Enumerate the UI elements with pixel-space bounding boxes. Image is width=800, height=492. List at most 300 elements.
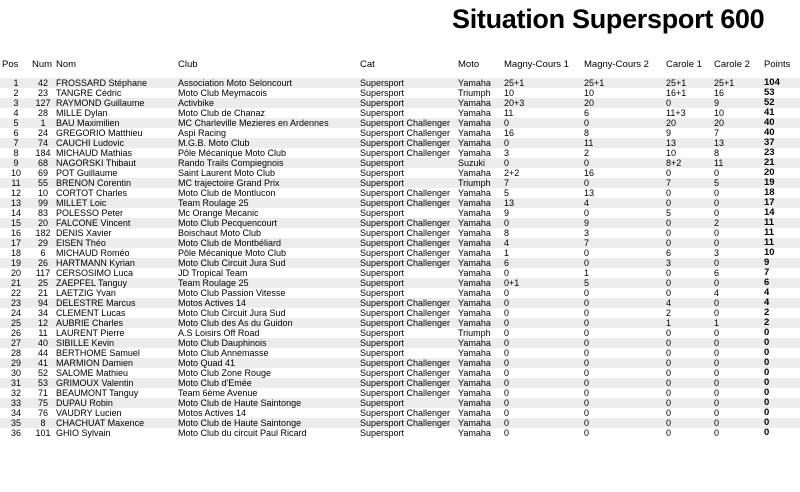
cell-c1: 10 xyxy=(664,148,712,158)
cell-mc2: 1 xyxy=(582,268,664,278)
cell-num: 1 xyxy=(30,118,54,128)
cell-moto: Yamaha xyxy=(456,348,502,358)
cell-pos: 19 xyxy=(0,258,30,268)
cell-c2: 0 xyxy=(712,228,762,238)
cell-mc2: 0 xyxy=(582,388,664,398)
cell-nom: SIBILLE Kevin xyxy=(54,338,176,348)
cell-c2: 0 xyxy=(712,188,762,198)
cell-pos: 8 xyxy=(0,148,30,158)
cell-c2: 0 xyxy=(712,308,762,318)
cell-moto: Yamaha xyxy=(456,198,502,208)
cell-mc2: 10 xyxy=(582,88,664,98)
cell-mc2: 13 xyxy=(582,188,664,198)
cell-nom: BAU Maximilien xyxy=(54,118,176,128)
cell-nom: POLESSO Peter xyxy=(54,208,176,218)
cell-c2: 2 xyxy=(712,218,762,228)
cell-mc1: 8 xyxy=(502,228,582,238)
cell-club: Moto Club Dauphinois xyxy=(176,338,358,348)
cell-nom: CLEMENT Lucas xyxy=(54,308,176,318)
cell-cat: Supersport xyxy=(358,278,456,288)
cell-c1: 20 xyxy=(664,118,712,128)
cell-c1: 0 xyxy=(664,328,712,338)
cell-c2: 0 xyxy=(712,198,762,208)
cell-mc2: 0 xyxy=(582,398,664,408)
cell-nom: MICHAUD Roméo xyxy=(54,248,176,258)
cell-c2: 16 xyxy=(712,88,762,98)
cell-num: 68 xyxy=(30,158,54,168)
cell-cat: Supersport Challenger xyxy=(358,418,456,428)
cell-cat: Supersport xyxy=(358,208,456,218)
cell-points: 23 xyxy=(762,148,800,158)
cell-points: 18 xyxy=(762,188,800,198)
cell-c2: 0 xyxy=(712,408,762,418)
table-row xyxy=(0,338,800,348)
cell-club: A.S Loisirs Off Road xyxy=(176,328,358,338)
cell-num: 52 xyxy=(30,368,54,378)
cell-cat: Supersport xyxy=(358,428,456,438)
cell-club: Moto Club du circuit Paul Ricard xyxy=(176,428,358,438)
cell-cat: Supersport Challenger xyxy=(358,218,456,228)
table-row xyxy=(0,168,800,178)
cell-c1: 0 xyxy=(664,278,712,288)
cell-c2: 0 xyxy=(712,298,762,308)
cell-c1: 2 xyxy=(664,308,712,318)
cell-nom: ZAEPFEL Tanguy xyxy=(54,278,176,288)
cell-pos: 30 xyxy=(0,368,30,378)
cell-points: 4 xyxy=(762,288,800,298)
cell-cat: Supersport Challenger xyxy=(358,128,456,138)
cell-cat: Supersport Challenger xyxy=(358,198,456,208)
cell-club: M.G.B. Moto Club xyxy=(176,138,358,148)
cell-pos: 7 xyxy=(0,138,30,148)
cell-points: 41 xyxy=(762,108,800,118)
cell-points: 0 xyxy=(762,428,800,438)
cell-c1: 0 xyxy=(664,228,712,238)
cell-moto: Yamaha xyxy=(456,358,502,368)
cell-mc2: 6 xyxy=(582,108,664,118)
cell-points: 14 xyxy=(762,208,800,218)
cell-club: Moto Club Annemasse xyxy=(176,348,358,358)
cell-points: 0 xyxy=(762,358,800,368)
cell-num: 53 xyxy=(30,378,54,388)
cell-points: 11 xyxy=(762,218,800,228)
cell-club: MC Charleville Mezieres en Ardennes xyxy=(176,118,358,128)
cell-num: 20 xyxy=(30,218,54,228)
cell-num: 11 xyxy=(30,328,54,338)
table-row xyxy=(0,138,800,148)
cell-club: Moto Club Pecquencourt xyxy=(176,218,358,228)
cell-cat: Supersport Challenger xyxy=(358,188,456,198)
cell-nom: MILLET Loic xyxy=(54,198,176,208)
table-row xyxy=(0,268,800,278)
cell-points: 0 xyxy=(762,418,800,428)
table-row xyxy=(0,218,800,228)
cell-pos: 2 xyxy=(0,88,30,98)
table-row xyxy=(0,258,800,268)
cell-club: Moto Club de Chanaz xyxy=(176,108,358,118)
cell-club: Moto Club de Montlucon xyxy=(176,188,358,198)
cell-moto: Yamaha xyxy=(456,388,502,398)
cell-points: 0 xyxy=(762,348,800,358)
cell-mc1: 0+1 xyxy=(502,278,582,288)
cell-cat: Supersport Challenger xyxy=(358,388,456,398)
header-nom: Nom xyxy=(56,59,77,70)
cell-pos: 26 xyxy=(0,328,30,338)
cell-mc1: 0 xyxy=(502,138,582,148)
table-row xyxy=(0,288,800,298)
cell-nom: GHIO Sylvain xyxy=(54,428,176,438)
table-row xyxy=(0,428,800,438)
cell-mc2: 5 xyxy=(582,278,664,288)
cell-num: 94 xyxy=(30,298,54,308)
cell-c2: 3 xyxy=(712,248,762,258)
cell-c1: 3 xyxy=(664,258,712,268)
cell-mc2: 0 xyxy=(582,338,664,348)
cell-nom: VAUDRY Lucien xyxy=(54,408,176,418)
table-row xyxy=(0,198,800,208)
cell-num: 10 xyxy=(30,188,54,198)
cell-mc1: 16 xyxy=(502,128,582,138)
cell-mc1: 0 xyxy=(502,158,582,168)
cell-cat: Supersport Challenger xyxy=(358,368,456,378)
cell-pos: 5 xyxy=(0,118,30,128)
cell-c1: 0 xyxy=(664,388,712,398)
cell-club: Motos Actives 14 xyxy=(176,408,358,418)
cell-num: 40 xyxy=(30,338,54,348)
cell-nom: BERTHOME Samuel xyxy=(54,348,176,358)
cell-mc1: 0 xyxy=(502,268,582,278)
cell-c2: 0 xyxy=(712,168,762,178)
cell-c2: 0 xyxy=(712,368,762,378)
cell-num: 41 xyxy=(30,358,54,368)
cell-mc2: 0 xyxy=(582,208,664,218)
table-row xyxy=(0,108,800,118)
header-magny-cours-1: Magny-Cours 1 xyxy=(504,59,569,70)
cell-mc2: 2 xyxy=(582,148,664,158)
cell-cat: Supersport xyxy=(358,158,456,168)
cell-mc2: 3 xyxy=(582,228,664,238)
cell-num: 34 xyxy=(30,308,54,318)
table-row xyxy=(0,128,800,138)
cell-mc1: 0 xyxy=(502,298,582,308)
cell-c1: 8+2 xyxy=(664,158,712,168)
cell-mc2: 0 xyxy=(582,418,664,428)
cell-num: 75 xyxy=(30,398,54,408)
cell-c1: 16+1 xyxy=(664,88,712,98)
cell-mc1: 0 xyxy=(502,348,582,358)
cell-nom: GRIMOUX Valentin xyxy=(54,378,176,388)
cell-mc1: 0 xyxy=(502,398,582,408)
header-num: Num xyxy=(32,59,53,70)
cell-moto: Yamaha xyxy=(456,368,502,378)
cell-moto: Yamaha xyxy=(456,258,502,268)
table-row xyxy=(0,248,800,258)
standings-body xyxy=(0,78,800,438)
cell-moto: Yamaha xyxy=(456,148,502,158)
cell-club: Moto Club d'Emée xyxy=(176,378,358,388)
cell-cat: Supersport Challenger xyxy=(358,318,456,328)
cell-nom: FROSSARD Stéphane xyxy=(54,78,176,88)
cell-mc2: 0 xyxy=(582,258,664,268)
cell-c1: 0 xyxy=(664,238,712,248)
cell-c1: 0 xyxy=(664,368,712,378)
table-row xyxy=(0,348,800,358)
cell-pos: 3 xyxy=(0,98,30,108)
cell-club: Moto Club de Haute Saintonge xyxy=(176,418,358,428)
cell-mc1: 4 xyxy=(502,238,582,248)
cell-mc1: 6 xyxy=(502,258,582,268)
table-row xyxy=(0,188,800,198)
cell-c2: 1 xyxy=(712,318,762,328)
header-magny-cours-2: Magny-Cours 2 xyxy=(584,59,649,70)
cell-club: Moto Club Circuit Jura Sud xyxy=(176,258,358,268)
cell-moto: Yamaha xyxy=(456,238,502,248)
cell-num: 42 xyxy=(30,78,54,88)
cell-points: 7 xyxy=(762,268,800,278)
cell-pos: 9 xyxy=(0,158,30,168)
cell-c2: 0 xyxy=(712,278,762,288)
cell-nom: SALOME Mathieu xyxy=(54,368,176,378)
cell-c1: 0 xyxy=(664,218,712,228)
cell-mc1: 1 xyxy=(502,248,582,258)
table-row xyxy=(0,118,800,128)
cell-cat: Supersport Challenger xyxy=(358,148,456,158)
cell-nom: TANGRE Cédric xyxy=(54,88,176,98)
table-row xyxy=(0,418,800,428)
table-row xyxy=(0,278,800,288)
cell-c1: 0 xyxy=(664,188,712,198)
cell-moto: Yamaha xyxy=(456,78,502,88)
cell-pos: 1 xyxy=(0,78,30,88)
cell-moto: Yamaha xyxy=(456,128,502,138)
cell-mc2: 0 xyxy=(582,248,664,258)
cell-mc2: 0 xyxy=(582,288,664,298)
header-row xyxy=(0,52,800,70)
cell-pos: 10 xyxy=(0,168,30,178)
cell-moto: Triumph xyxy=(456,328,502,338)
cell-c2: 0 xyxy=(712,358,762,368)
cell-num: 6 xyxy=(30,248,54,258)
cell-points: 4 xyxy=(762,298,800,308)
cell-nom: CAUCHI Ludovic xyxy=(54,138,176,148)
cell-mc1: 0 xyxy=(502,118,582,128)
table-row xyxy=(0,88,800,98)
cell-c1: 0 xyxy=(664,98,712,108)
cell-club: Association Moto Seloncourt xyxy=(176,78,358,88)
cell-moto: Yamaha xyxy=(456,228,502,238)
cell-mc2: 0 xyxy=(582,378,664,388)
cell-club: MC trajectoire Grand Prix xyxy=(176,178,358,188)
cell-points: 11 xyxy=(762,238,800,248)
cell-num: 101 xyxy=(30,428,54,438)
cell-num: 24 xyxy=(30,128,54,138)
cell-c2: 0 xyxy=(712,238,762,248)
cell-c1: 0 xyxy=(664,198,712,208)
cell-moto: Yamaha xyxy=(456,248,502,258)
cell-club: Boischaut Moto Club xyxy=(176,228,358,238)
cell-c1: 0 xyxy=(664,408,712,418)
table-row xyxy=(0,358,800,368)
cell-pos: 31 xyxy=(0,378,30,388)
cell-points: 53 xyxy=(762,88,800,98)
table-row xyxy=(0,298,800,308)
cell-c2: 8 xyxy=(712,148,762,158)
table-row xyxy=(0,368,800,378)
table-row xyxy=(0,378,800,388)
cell-moto: Yamaha xyxy=(456,218,502,228)
table-row xyxy=(0,148,800,158)
cell-nom: LAETZIG Yvan xyxy=(54,288,176,298)
cell-mc1: 11 xyxy=(502,108,582,118)
cell-cat: Supersport Challenger xyxy=(358,308,456,318)
cell-c2: 20 xyxy=(712,118,762,128)
cell-mc2: 0 xyxy=(582,158,664,168)
cell-points: 10 xyxy=(762,248,800,258)
cell-mc2: 0 xyxy=(582,308,664,318)
cell-cat: Supersport xyxy=(358,78,456,88)
cell-nom: CERSOSIMO Luca xyxy=(54,268,176,278)
cell-c1: 7 xyxy=(664,178,712,188)
cell-points: 11 xyxy=(762,228,800,238)
cell-cat: Supersport xyxy=(358,168,456,178)
cell-pos: 36 xyxy=(0,428,30,438)
cell-points: 0 xyxy=(762,328,800,338)
cell-pos: 23 xyxy=(0,298,30,308)
cell-c2: 0 xyxy=(712,348,762,358)
cell-mc1: 3 xyxy=(502,148,582,158)
cell-pos: 29 xyxy=(0,358,30,368)
cell-mc1: 0 xyxy=(502,328,582,338)
cell-mc1: 9 xyxy=(502,208,582,218)
cell-club: Moto Club de Haute Saintonge xyxy=(176,398,358,408)
standings-table xyxy=(0,52,800,438)
cell-c1: 5 xyxy=(664,208,712,218)
cell-mc1: 13 xyxy=(502,198,582,208)
cell-club: Mc Orange Mecanic xyxy=(176,208,358,218)
cell-mc2: 7 xyxy=(582,238,664,248)
cell-club: Moto Quad 41 xyxy=(176,358,358,368)
cell-c2: 0 xyxy=(712,428,762,438)
cell-cat: Supersport xyxy=(358,398,456,408)
cell-nom: CORTOT Charles xyxy=(54,188,176,198)
cell-c2: 6 xyxy=(712,268,762,278)
cell-moto: Yamaha xyxy=(456,108,502,118)
cell-num: 184 xyxy=(30,148,54,158)
cell-num: 26 xyxy=(30,258,54,268)
cell-club: Activbike xyxy=(176,98,358,108)
cell-c1: 4 xyxy=(664,298,712,308)
cell-c1: 13 xyxy=(664,138,712,148)
cell-points: 19 xyxy=(762,178,800,188)
cell-moto: Triumph xyxy=(456,178,502,188)
cell-num: 71 xyxy=(30,388,54,398)
cell-moto: Yamaha xyxy=(456,98,502,108)
header-separator xyxy=(0,70,800,78)
cell-points: 40 xyxy=(762,128,800,138)
header-carole-2: Carole 2 xyxy=(714,59,750,70)
cell-club: Team Roulage 25 xyxy=(176,198,358,208)
cell-mc1: 7 xyxy=(502,178,582,188)
cell-cat: Supersport xyxy=(358,328,456,338)
cell-moto: Yamaha xyxy=(456,288,502,298)
cell-mc2: 9 xyxy=(582,218,664,228)
cell-cat: Supersport xyxy=(358,268,456,278)
cell-pos: 24 xyxy=(0,308,30,318)
cell-num: 25 xyxy=(30,278,54,288)
cell-cat: Supersport Challenger xyxy=(358,248,456,258)
cell-mc1: 0 xyxy=(502,378,582,388)
cell-nom: EISEN Théo xyxy=(54,238,176,248)
cell-mc2: 0 xyxy=(582,118,664,128)
cell-nom: BEAUMONT Tanguy xyxy=(54,388,176,398)
cell-pos: 20 xyxy=(0,268,30,278)
cell-moto: Yamaha xyxy=(456,338,502,348)
cell-moto: Yamaha xyxy=(456,428,502,438)
cell-mc2: 0 xyxy=(582,368,664,378)
cell-mc1: 0 xyxy=(502,368,582,378)
cell-c1: 0 xyxy=(664,418,712,428)
cell-c2: 7 xyxy=(712,128,762,138)
cell-c2: 0 xyxy=(712,378,762,388)
header-cat: Cat xyxy=(360,59,375,70)
cell-nom: CHACHUAT Maxence xyxy=(54,418,176,428)
cell-mc2: 0 xyxy=(582,428,664,438)
table-row xyxy=(0,208,800,218)
cell-points: 0 xyxy=(762,338,800,348)
cell-pos: 11 xyxy=(0,178,30,188)
cell-num: 12 xyxy=(30,318,54,328)
cell-pos: 22 xyxy=(0,288,30,298)
cell-cat: Supersport xyxy=(358,178,456,188)
cell-moto: Suzuki xyxy=(456,158,502,168)
cell-c2: 0 xyxy=(712,398,762,408)
cell-num: 21 xyxy=(30,288,54,298)
cell-club: Moto Club Circuit Jura Sud xyxy=(176,308,358,318)
cell-mc1: 0 xyxy=(502,338,582,348)
cell-nom: DUPAU Robin xyxy=(54,398,176,408)
cell-points: 21 xyxy=(762,158,800,168)
table-row xyxy=(0,308,800,318)
cell-points: 2 xyxy=(762,318,800,328)
cell-pos: 28 xyxy=(0,348,30,358)
cell-nom: MILLE Dylan xyxy=(54,108,176,118)
cell-cat: Supersport Challenger xyxy=(358,358,456,368)
cell-mc1: 2+2 xyxy=(502,168,582,178)
cell-nom: NAGORSKI Thibaut xyxy=(54,158,176,168)
cell-mc1: 0 xyxy=(502,308,582,318)
table-row xyxy=(0,328,800,338)
cell-moto: Triumph xyxy=(456,88,502,98)
cell-c1: 11+3 xyxy=(664,108,712,118)
cell-club: Pôle Mécanique Moto Club xyxy=(176,248,358,258)
cell-nom: DENIS Xavier xyxy=(54,228,176,238)
cell-num: 28 xyxy=(30,108,54,118)
header-carole-1: Carole 1 xyxy=(666,59,702,70)
cell-pos: 15 xyxy=(0,218,30,228)
cell-mc1: 20+3 xyxy=(502,98,582,108)
cell-moto: Yamaha xyxy=(456,408,502,418)
table-row xyxy=(0,158,800,168)
cell-points: 0 xyxy=(762,378,800,388)
cell-c2: 0 xyxy=(712,418,762,428)
header-club: Club xyxy=(178,59,198,70)
cell-c2: 0 xyxy=(712,208,762,218)
cell-c1: 0 xyxy=(664,398,712,408)
cell-club: JD Tropical Team xyxy=(176,268,358,278)
cell-nom: MARMION Damien xyxy=(54,358,176,368)
cell-cat: Supersport Challenger xyxy=(358,258,456,268)
cell-num: 99 xyxy=(30,198,54,208)
